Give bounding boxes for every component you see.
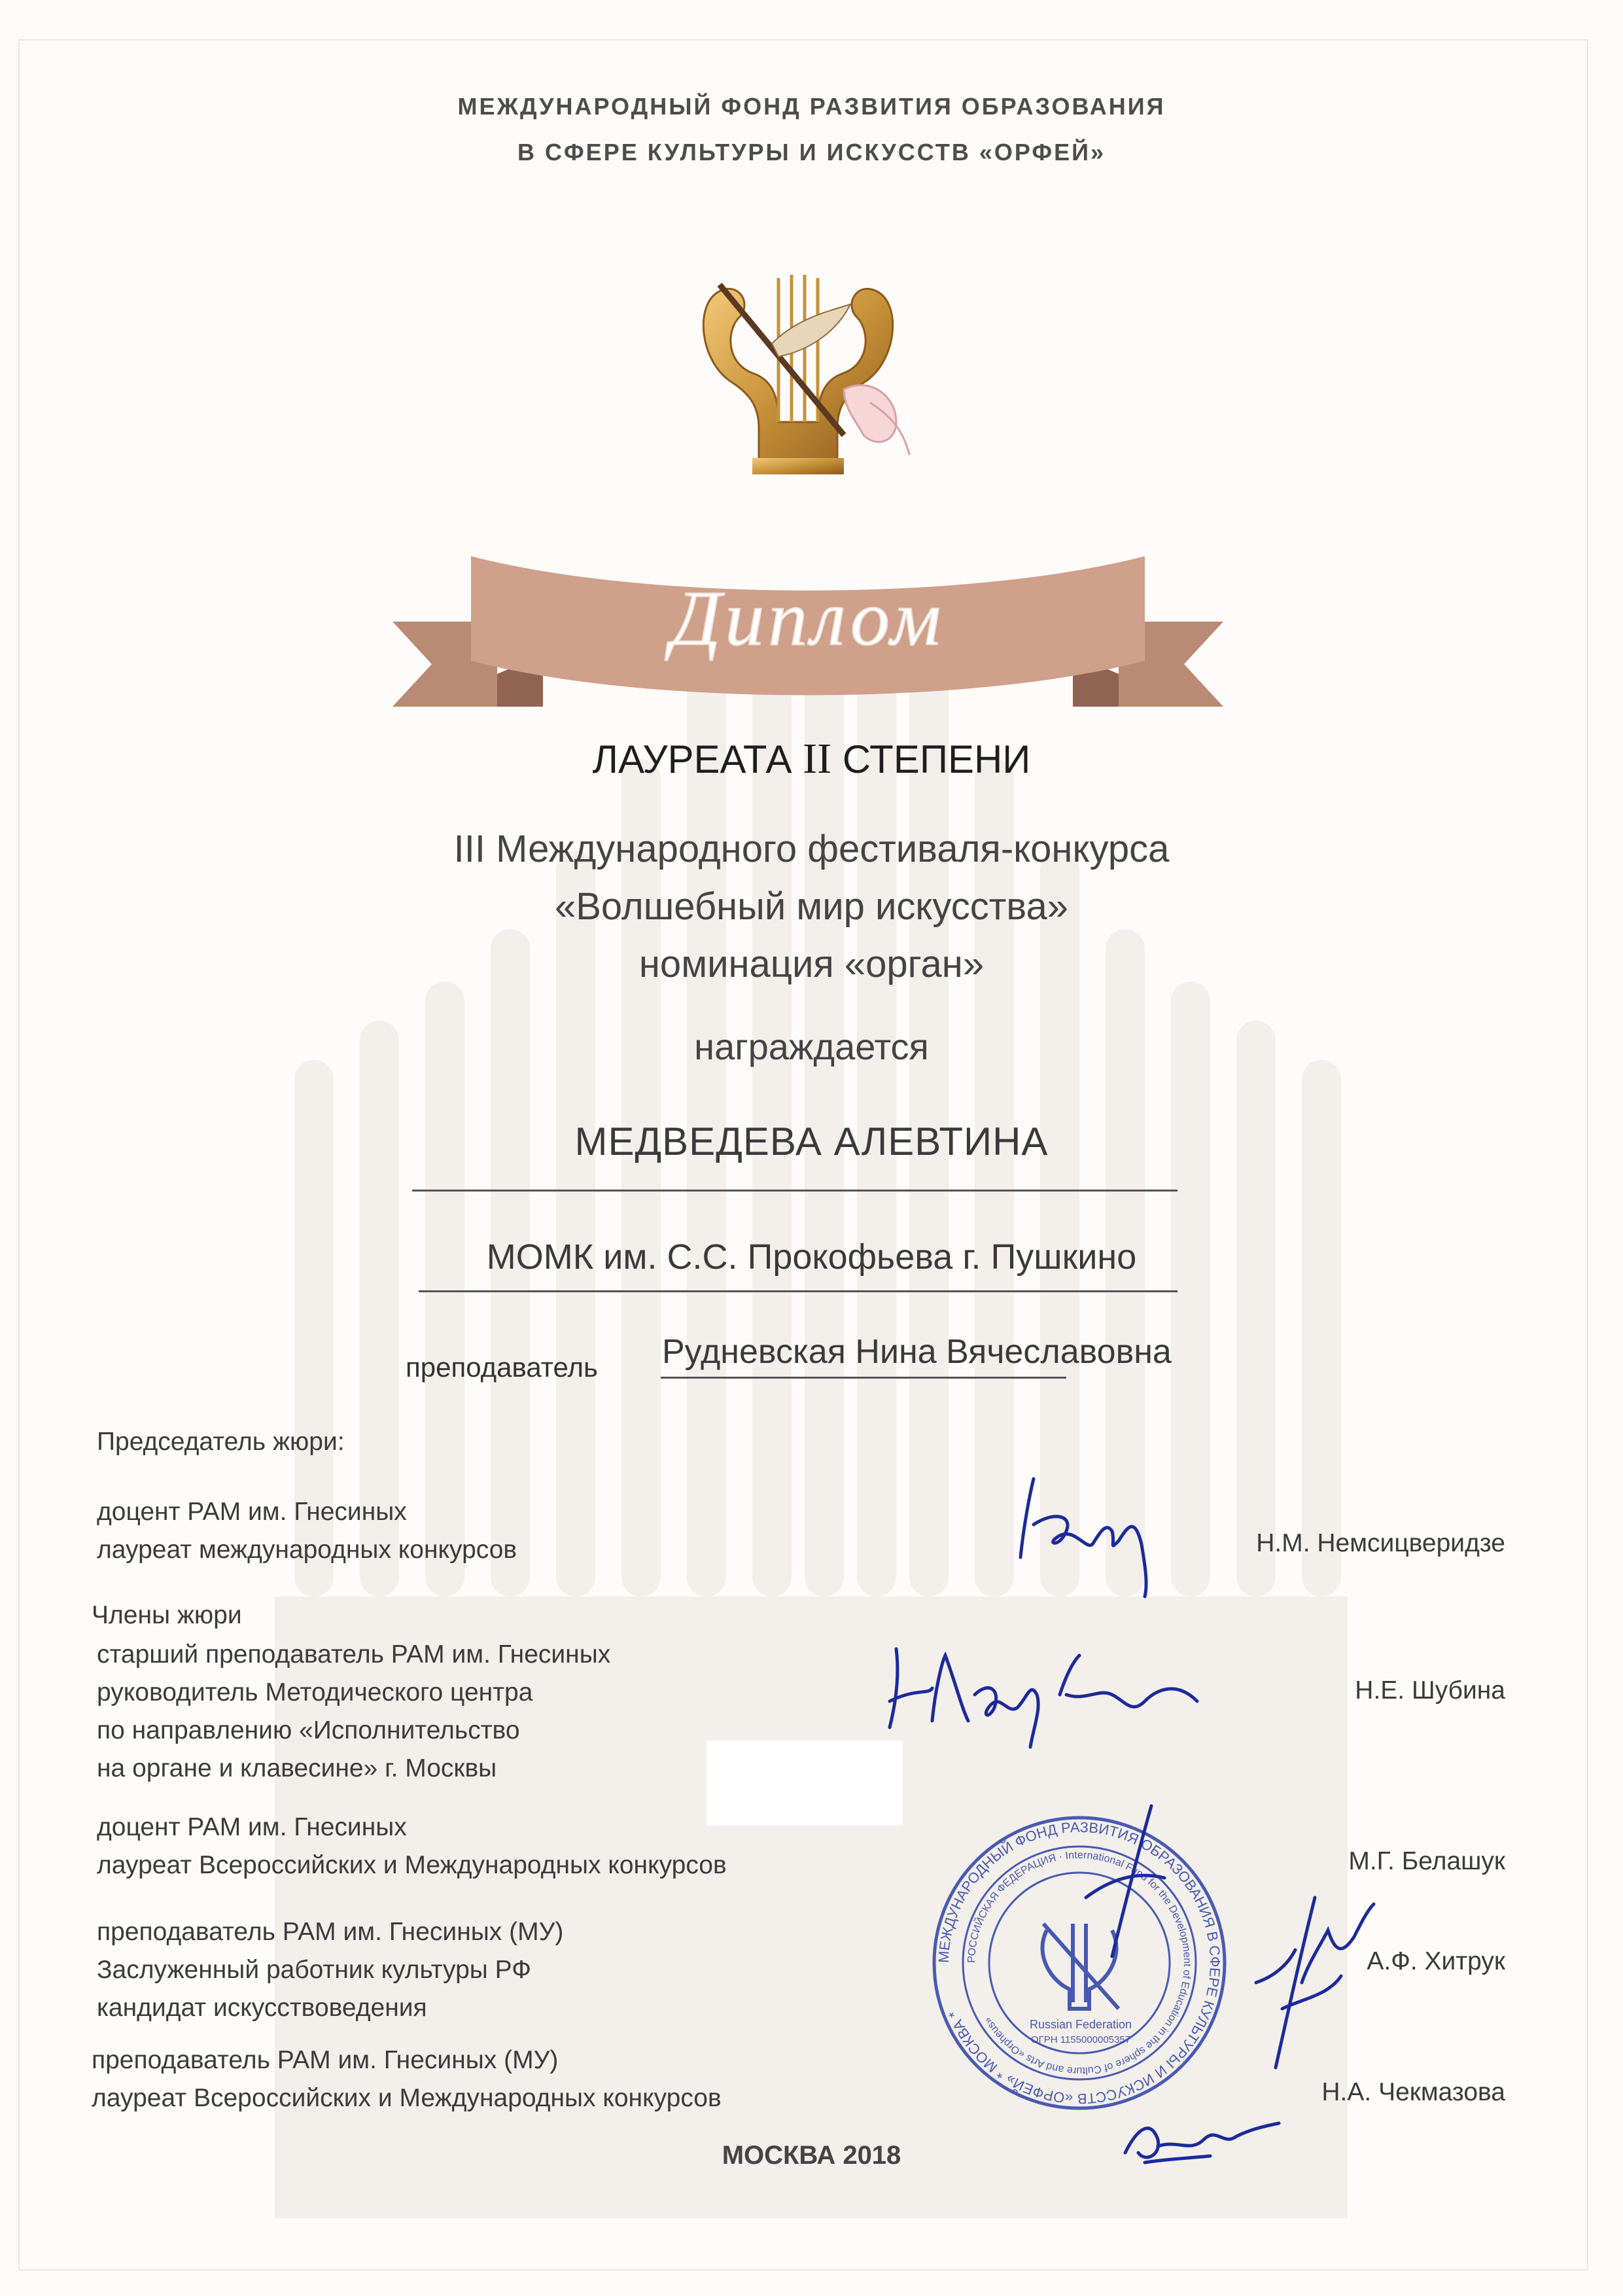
seal-ogrn-text: ОГРН 1155000005357 <box>1030 2034 1131 2045</box>
lyre-logo-icon <box>680 265 916 487</box>
ribbon-title-text: Диплом <box>671 574 945 662</box>
jury-members-heading: Члены жюри <box>92 1601 242 1629</box>
signature-chair <box>994 1453 1191 1610</box>
seal-center-text: Russian Federation <box>1029 2018 1132 2031</box>
jury-member-2-name: М.Г. Белашук <box>1348 1847 1505 1875</box>
contest-nomination: номинация «орган» <box>638 943 985 985</box>
organization-title-line-1: МЕЖДУНАРОДНЫЙ ФОНД РАЗВИТИЯ ОБРАЗОВАНИЯ <box>457 93 1166 120</box>
degree-roman: II <box>803 735 832 783</box>
winner-underline <box>412 1190 1178 1192</box>
school-underline <box>419 1290 1178 1292</box>
organization-title-line-2: В СФЕРЕ КУЛЬТУРЫ И ИСКУССТВ «ОРФЕЙ» <box>517 139 1106 166</box>
contest-line-2: «Волшебный мир искусства» <box>554 885 1068 928</box>
jury-chair-description <box>97 1493 517 1569</box>
teacher-underline <box>661 1377 1066 1379</box>
jury-member-4-description <box>92 2041 722 2117</box>
jury-desc-line: преподаватель РАМ им. Гнесиных (МУ) <box>97 1918 564 1946</box>
jury-desc-line: старший преподаватель РАМ им. Гнесиных <box>97 1640 611 1669</box>
jury-member-1-description <box>97 1636 610 1788</box>
jury-member-1-name: Н.Е. Шубина <box>1355 1676 1505 1704</box>
jury-desc-line: лауреат Всероссийских и Международных конкурсов <box>92 2084 722 2112</box>
jury-chair-heading: Председатель жюри: <box>97 1428 345 1456</box>
jury-desc-line: преподаватель РАМ им. Гнесиных (МУ) <box>92 2046 559 2074</box>
signature-member-1 <box>870 1623 1263 1754</box>
jury-desc-line: лауреат Всероссийских и Международных конкурсов <box>97 1851 727 1879</box>
jury-desc-line: по направлению «Исполнительство <box>97 1716 520 1744</box>
jury-member-2-description <box>97 1809 727 1884</box>
signature-member-2 <box>1047 1799 1178 1969</box>
jury-desc-line: доцент РАМ им. Гнесиных <box>97 1498 407 1526</box>
jury-member-3-name: А.Ф. Хитрук <box>1367 1947 1505 1975</box>
jury-chair-name: Н.М. Немсицверидзе <box>1256 1529 1505 1557</box>
degree-prefix: ЛАУРЕАТА <box>592 737 803 781</box>
winner-name: МЕДВЕДЕВА АЛЕВТИНА <box>574 1120 1049 1163</box>
signature-member-3 <box>1230 1884 1387 2081</box>
jury-desc-line: лауреат международных конкурсов <box>97 1536 517 1564</box>
laureate-degree <box>0 734 1623 784</box>
jury-member-3-description <box>97 1913 563 2027</box>
school-name: МОМК им. С.С. Прокофьева г. Пушкино <box>486 1237 1137 1277</box>
jury-desc-line: Заслуженный работник культуры РФ <box>97 1956 531 1984</box>
jury-desc-line: руководитель Методического центра <box>97 1678 533 1706</box>
awarded-text: награждается <box>694 1026 929 1067</box>
jury-desc-line: доцент РАМ им. Гнесиных <box>97 1813 407 1841</box>
jury-desc-line: кандидат искусствоведения <box>97 1994 427 2022</box>
degree-suffix: СТЕПЕНИ <box>831 737 1031 781</box>
contest-line-1: III Международного фестиваля-конкурса <box>453 828 1170 870</box>
diploma-ribbon-banner <box>386 530 1230 726</box>
jury-desc-line: на органе и клавесине» г. Москвы <box>97 1754 497 1782</box>
teacher-label: преподаватель <box>406 1352 598 1383</box>
city-year: МОСКВА 2018 <box>722 2141 901 2170</box>
jury-member-4-name: Н.А. Чекмазова <box>1321 2078 1505 2106</box>
seal-inner-text: РОССИЙСКАЯ ФЕДЕРАЦИЯ · International Fund for the Development of Education in the sphere of Culture and Arts «Orpheus» <box>966 1849 1193 2077</box>
seal-outer-text: МЕЖДУНАРОДНЫЙ ФОНД РАЗВИТИЯ ОБРАЗОВАНИЯ В СФЕРЕ КУЛЬТУРЫ И ИСКУССТВ «ОРФЕЙ» * МОСКВА * <box>935 1818 1224 2108</box>
signature-member-4 <box>1106 2100 1289 2172</box>
teacher-name: Рудневская Нина Вячеславовна <box>662 1333 1172 1371</box>
